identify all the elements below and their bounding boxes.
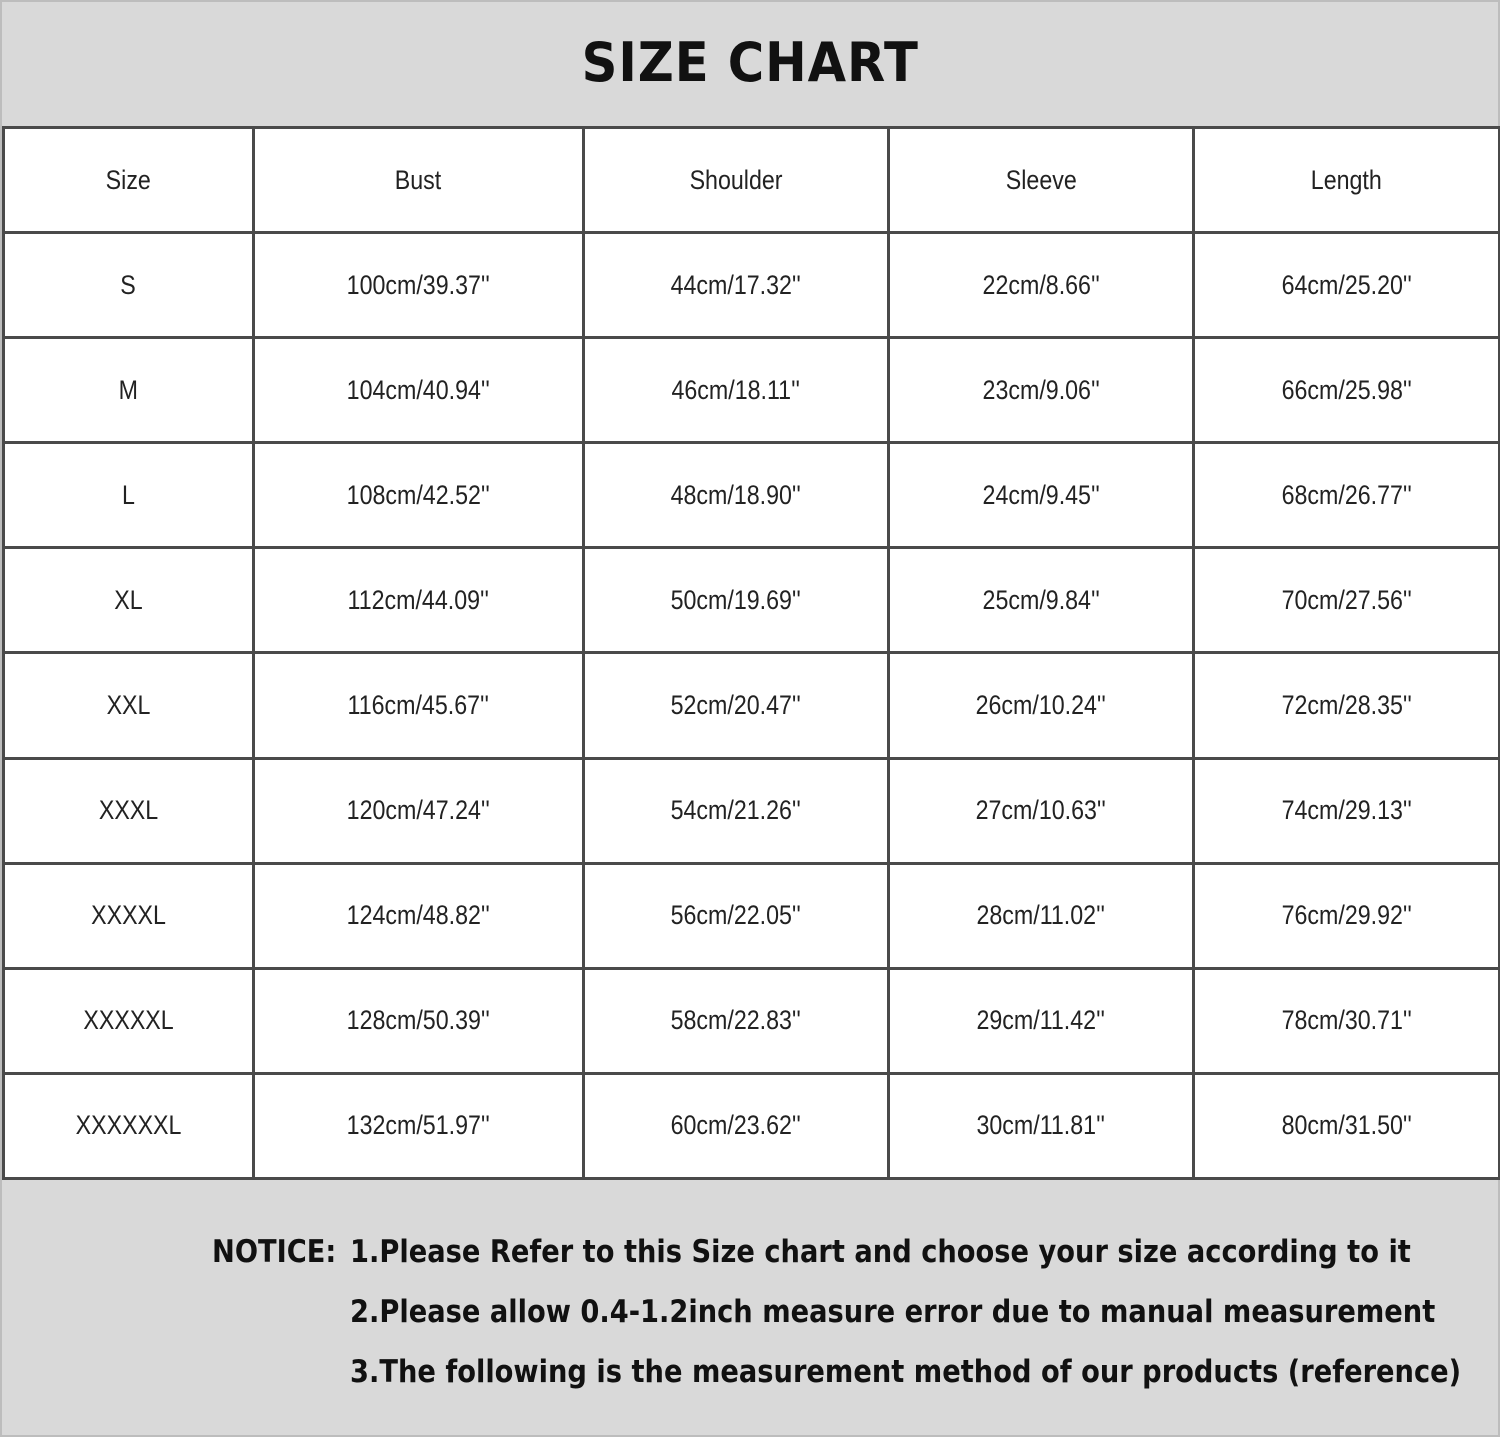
cell-shoulder: 60cm/23.62'' [584,1073,889,1178]
cell-size: S [4,233,254,338]
cell-bust: 116cm/45.67'' [254,653,584,758]
table-row [4,968,1500,1073]
table-row [4,758,1500,863]
cell-sleeve: 30cm/11.81'' [889,1073,1194,1178]
cell-sleeve: 26cm/10.24'' [889,653,1194,758]
page-title: SIZE CHART [581,30,919,94]
notice-label: NOTICE: [212,1234,337,1270]
cell-shoulder: 58cm/22.83'' [584,968,889,1073]
table-row [4,548,1500,653]
header [2,2,1498,122]
cell-size: XXXXL [4,863,254,968]
size-table [2,126,1500,1180]
cell-bust: 124cm/48.82'' [254,863,584,968]
header-sleeve: Sleeve [889,128,1194,233]
cell-shoulder: 52cm/20.47'' [584,653,889,758]
cell-length: 66cm/25.98'' [1194,338,1500,443]
table-row [4,338,1500,443]
notice-line-2: 2.Please allow 0.4-1.2inch measure error due to manual measurement [350,1294,1436,1330]
notice-line-3: 3.The following is the measurement method of our products (reference) [350,1354,1462,1390]
cell-bust: 108cm/42.52'' [254,443,584,548]
cell-sleeve: 29cm/11.42'' [889,968,1194,1073]
cell-length: 68cm/26.77'' [1194,443,1500,548]
cell-sleeve: 25cm/9.84'' [889,548,1194,653]
cell-size: XXL [4,653,254,758]
notice-section [2,1182,1498,1435]
cell-size: M [4,338,254,443]
notice-line-1: 1.Please Refer to this Size chart and choose your size according to it [350,1234,1411,1270]
cell-sleeve: 28cm/11.02'' [889,863,1194,968]
cell-bust: 100cm/39.37'' [254,233,584,338]
table-row [4,443,1500,548]
cell-size: XXXXXL [4,968,254,1073]
cell-length: 80cm/31.50'' [1194,1073,1500,1178]
cell-sleeve: 23cm/9.06'' [889,338,1194,443]
header-shoulder: Shoulder [584,128,889,233]
cell-bust: 128cm/50.39'' [254,968,584,1073]
cell-length: 78cm/30.71'' [1194,968,1500,1073]
cell-sleeve: 22cm/8.66'' [889,233,1194,338]
cell-length: 64cm/25.20'' [1194,233,1500,338]
cell-length: 70cm/27.56'' [1194,548,1500,653]
cell-size: XL [4,548,254,653]
header-bust: Bust [254,128,584,233]
cell-shoulder: 56cm/22.05'' [584,863,889,968]
header-length: Length [1194,128,1500,233]
size-table-container [2,126,1498,1180]
table-row [4,1073,1500,1178]
cell-length: 72cm/28.35'' [1194,653,1500,758]
cell-bust: 112cm/44.09'' [254,548,584,653]
cell-sleeve: 27cm/10.63'' [889,758,1194,863]
cell-bust: 120cm/47.24'' [254,758,584,863]
cell-size: XXXXXXL [4,1073,254,1178]
header-size: Size [4,128,254,233]
cell-length: 76cm/29.92'' [1194,863,1500,968]
cell-size: XXXL [4,758,254,863]
cell-shoulder: 46cm/18.11'' [584,338,889,443]
cell-shoulder: 54cm/21.26'' [584,758,889,863]
cell-shoulder: 48cm/18.90'' [584,443,889,548]
cell-shoulder: 44cm/17.32'' [584,233,889,338]
cell-size: L [4,443,254,548]
cell-bust: 132cm/51.97'' [254,1073,584,1178]
table-row [4,863,1500,968]
table-header-row [4,128,1500,233]
cell-shoulder: 50cm/19.69'' [584,548,889,653]
cell-length: 74cm/29.13'' [1194,758,1500,863]
table-row [4,233,1500,338]
cell-bust: 104cm/40.94'' [254,338,584,443]
cell-sleeve: 24cm/9.45'' [889,443,1194,548]
table-row [4,653,1500,758]
